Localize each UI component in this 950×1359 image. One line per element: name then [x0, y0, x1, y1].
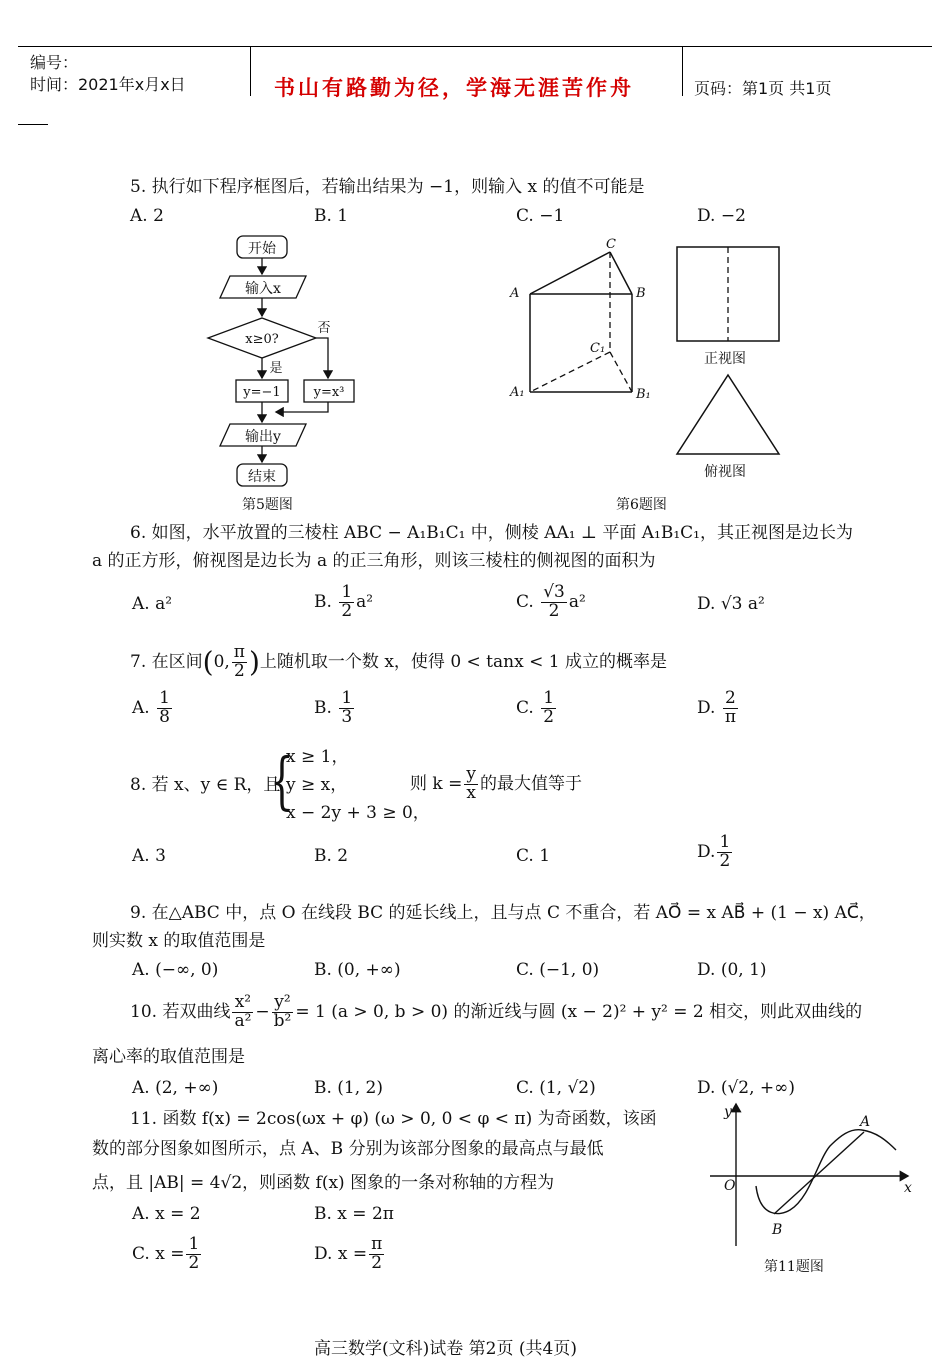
q5-flowchart	[200, 232, 370, 492]
q7-option-c	[516, 690, 558, 727]
q6-line1: 6. 如图，水平放置的三棱柱 ABC − A₁B₁C₁ 中，侧棱 AA₁ ⊥ 平面 A₁B₁C₁，其正视图是边长为	[130, 523, 853, 543]
q11-line3: 点，且 |AB| = 4√2，则函数 f(x) 图象的一条对称轴的方程为	[92, 1173, 555, 1193]
q5-option-b: B. 1	[314, 206, 349, 226]
q8-d-den: 2	[719, 850, 731, 871]
q6-front-view	[674, 244, 782, 344]
q10-prefix: 10. 若双曲线	[130, 1001, 231, 1022]
flow-no-text: 否	[317, 321, 331, 336]
q6-b-suffix: a²	[356, 591, 374, 612]
q7-c-label: C.	[516, 697, 534, 718]
flow-yes-text: 是	[269, 361, 283, 376]
q7-paren-right: )	[248, 645, 260, 679]
q5-option-d: D. −2	[697, 206, 746, 226]
q7-a-label: A.	[132, 697, 150, 718]
header-time-label: 时间：2021年x月x日	[30, 75, 186, 94]
q10-minus: −	[255, 1001, 270, 1022]
q11-c-prefix: C. x =	[132, 1243, 185, 1264]
flow-cond-text: x≥0?	[245, 332, 279, 347]
q6-option-c	[516, 584, 586, 621]
q7-line	[130, 644, 667, 681]
q8-option-a: A. 3	[132, 846, 166, 866]
q8-brace: {	[270, 744, 294, 817]
q10-line2: 离心率的取值范围是	[92, 1047, 245, 1067]
q11-c-fraction	[186, 1236, 201, 1273]
q6-option-b-label: B.	[314, 591, 332, 612]
q9-option-c: C. (−1, 0)	[516, 960, 600, 980]
q9-line1: 9. 在△ABC 中，点 O 在线段 BC 的延长线上，且与点 C 不重合，若 AO⃗ = x AB⃗ + (1 − x) AC⃗，	[130, 903, 876, 923]
q11-label-b: B	[772, 1222, 783, 1238]
prism-label-a1: A₁	[510, 385, 525, 400]
q11-label-a: A	[860, 1114, 871, 1130]
q8-suffix: 的最大值等于	[479, 773, 582, 794]
q11-c-den: 2	[188, 1252, 200, 1273]
q10-f2-den: b²	[273, 1010, 292, 1031]
q7-option-d	[697, 690, 740, 727]
q8-option-c: C. 1	[516, 846, 551, 866]
q5-caption: 第5题图	[242, 497, 293, 513]
q5-text: 5. 执行如下程序框图后，若输出结果为 −1，则输入 x 的值不可能是	[130, 177, 645, 197]
q10-f1-num: x²	[232, 994, 253, 1013]
q7-b-den: 3	[341, 706, 353, 727]
prism-label-c: C	[606, 237, 616, 252]
q6-b-num: 1	[341, 582, 353, 602]
q11-label-x: x	[904, 1180, 912, 1196]
q11-caption: 第11题图	[764, 1259, 824, 1275]
q7-c-fraction	[541, 690, 556, 727]
q7-b-fraction	[339, 690, 354, 727]
header-page-clip	[690, 76, 890, 98]
q7-d-den: π	[724, 706, 737, 727]
q7-a-fraction	[157, 690, 172, 727]
header-divider-right	[682, 46, 683, 96]
q7-paren-left: (	[202, 645, 214, 679]
q6-option-d: D. √3 a²	[697, 594, 765, 614]
header-number-label: 编号：	[30, 53, 79, 72]
q5-option-a: A. 2	[130, 206, 164, 226]
q11-label-origin: O	[724, 1178, 736, 1194]
q10-option-c: C. (1, √2)	[516, 1078, 596, 1098]
q7-c-num: 1	[543, 688, 555, 708]
q8-condition-2: y ≥ x，	[286, 775, 348, 795]
q10-option-a: A. (2, +∞)	[132, 1078, 219, 1098]
q8-k-num: y	[466, 764, 476, 784]
q11-d-prefix: D. x =	[314, 1243, 368, 1264]
q10-line1	[130, 994, 862, 1031]
q6-b-den: 2	[341, 600, 353, 621]
q7-b-num: 1	[341, 688, 353, 708]
q8-d-num: 1	[719, 832, 731, 852]
q6-prism-figure	[500, 236, 660, 406]
q9-line2: 则实数 x 的取值范围是	[92, 931, 266, 951]
q7-d-label: D.	[697, 697, 716, 718]
q6-caption: 第6题图	[616, 497, 667, 513]
q11-option-a: A. x = 2	[132, 1204, 201, 1224]
q11-graph	[700, 1100, 920, 1250]
q7-a-num: 1	[159, 688, 170, 708]
flow-input-text: 输入x	[245, 281, 281, 297]
q6-option-b-fraction	[339, 584, 354, 621]
q10-fraction-1	[232, 994, 253, 1031]
q8-condition-1: x ≥ 1，	[286, 747, 349, 767]
flow-start-text: 开始	[248, 241, 276, 257]
q7-interval-fraction	[232, 644, 247, 681]
q6-c-num: √3	[543, 582, 565, 602]
footer-clip	[0, 1330, 950, 1359]
q6-line2: a 的正方形，俯视图是边长为 a 的正三角形，则该三棱柱的侧视图的面积为	[92, 551, 656, 571]
q8-option-b: B. 2	[314, 846, 349, 866]
q8-d-fraction	[717, 834, 732, 871]
q6-option-a: A. a²	[132, 594, 173, 614]
q7-a-den: 8	[159, 706, 170, 727]
flow-left-text: y=−1	[243, 385, 281, 400]
header-motto-clip	[256, 72, 676, 100]
q6-front-view-label: 正视图	[704, 351, 746, 367]
q9-option-d: D. (0, 1)	[697, 960, 767, 980]
q11-c-num: 1	[188, 1234, 200, 1254]
q11-option-b: B. x = 2π	[314, 1204, 394, 1224]
q7-c-den: 2	[543, 706, 555, 727]
header-short-rule	[18, 124, 48, 125]
q11-d-fraction	[369, 1236, 384, 1273]
q8-k-fraction	[464, 766, 478, 803]
header-divider-left	[250, 46, 251, 96]
q8-option-d	[697, 834, 734, 871]
q6-option-c-fraction	[541, 584, 567, 621]
q11-segment-ab	[774, 1132, 864, 1214]
q11-line2: 数的部分图象如图所示，点 A、B 分别为该部分图象的最高点与最低	[92, 1139, 604, 1159]
q6-c-den: 2	[548, 600, 560, 621]
q11-d-den: 2	[371, 1252, 383, 1273]
q8-d-label: D.	[697, 841, 716, 862]
q10-option-b: B. (1, 2)	[314, 1078, 384, 1098]
q10-f1-den: a²	[234, 1010, 252, 1031]
q7-suffix: 上随机取一个数 x，使得 0 < tanx < 1 成立的概率是	[259, 651, 667, 672]
q11-line1: 11. 函数 f(x) = 2cos(ωx + φ) (ω > 0, 0 < φ < π) 为奇函数，该函	[130, 1109, 657, 1129]
q6-c-suffix: a²	[568, 591, 586, 612]
q10-option-d: D. (√2, +∞)	[697, 1078, 795, 1098]
prism-label-b: B	[636, 286, 646, 301]
q10-suffix: = 1 (a > 0, b > 0) 的渐近线与圆 (x − 2)² + y² = 2 相交，则此双曲线的	[295, 1001, 863, 1022]
q6-top-view	[674, 372, 782, 458]
q8-prefix: 8. 若 x、y ∈ R，且	[130, 775, 281, 795]
q8-middle: 则 k =	[410, 773, 463, 794]
q9-option-b: B. (0, +∞)	[314, 960, 401, 980]
q6-top-view-label: 俯视图	[704, 464, 746, 480]
header-page-note: 页码：第1页 共1页	[694, 79, 832, 98]
q11-option-c	[132, 1236, 203, 1273]
header-top-rule	[18, 46, 932, 47]
q8-condition-3: x − 2y + 3 ≥ 0，	[286, 803, 430, 823]
q7-option-a	[132, 690, 174, 727]
q6-option-b	[314, 584, 373, 621]
q10-f2-num: y²	[272, 994, 294, 1013]
q7-d-num: 2	[723, 690, 738, 709]
prism-label-b1: B₁	[636, 387, 651, 402]
footer-text: 高三数学(文科)试卷 第2页 (共4页)	[314, 1339, 577, 1359]
q6-option-c-label: C.	[516, 591, 534, 612]
q7-b-label: B.	[314, 697, 332, 718]
q11-d-num: π	[371, 1234, 383, 1254]
q7-d-fraction	[723, 690, 738, 727]
q11-label-y: y	[724, 1104, 732, 1120]
q7-interval-left: 0,	[213, 651, 230, 672]
q7-interval-num: π	[233, 642, 245, 662]
q10-fraction-2	[272, 994, 294, 1031]
flow-end-text: 结束	[248, 469, 276, 485]
prism-label-c1: C₁	[590, 341, 606, 356]
q9-option-a: A. (−∞, 0)	[132, 960, 219, 980]
q11-option-d	[314, 1236, 386, 1273]
header-motto: 书山有路勤为径，学海无涯苦作舟	[274, 76, 634, 100]
q8-objective	[410, 766, 582, 803]
flow-right-text: y=x³	[313, 385, 345, 400]
q7-option-b	[314, 690, 356, 727]
q5-option-c: C. −1	[516, 206, 565, 226]
q8-k-den: x	[466, 782, 476, 803]
prism-label-a: A	[510, 286, 520, 301]
q7-prefix: 7. 在区间	[130, 651, 203, 672]
q7-interval-den: 2	[233, 660, 245, 681]
flow-output-text: 输出y	[245, 429, 281, 445]
q11-curve	[756, 1130, 896, 1214]
